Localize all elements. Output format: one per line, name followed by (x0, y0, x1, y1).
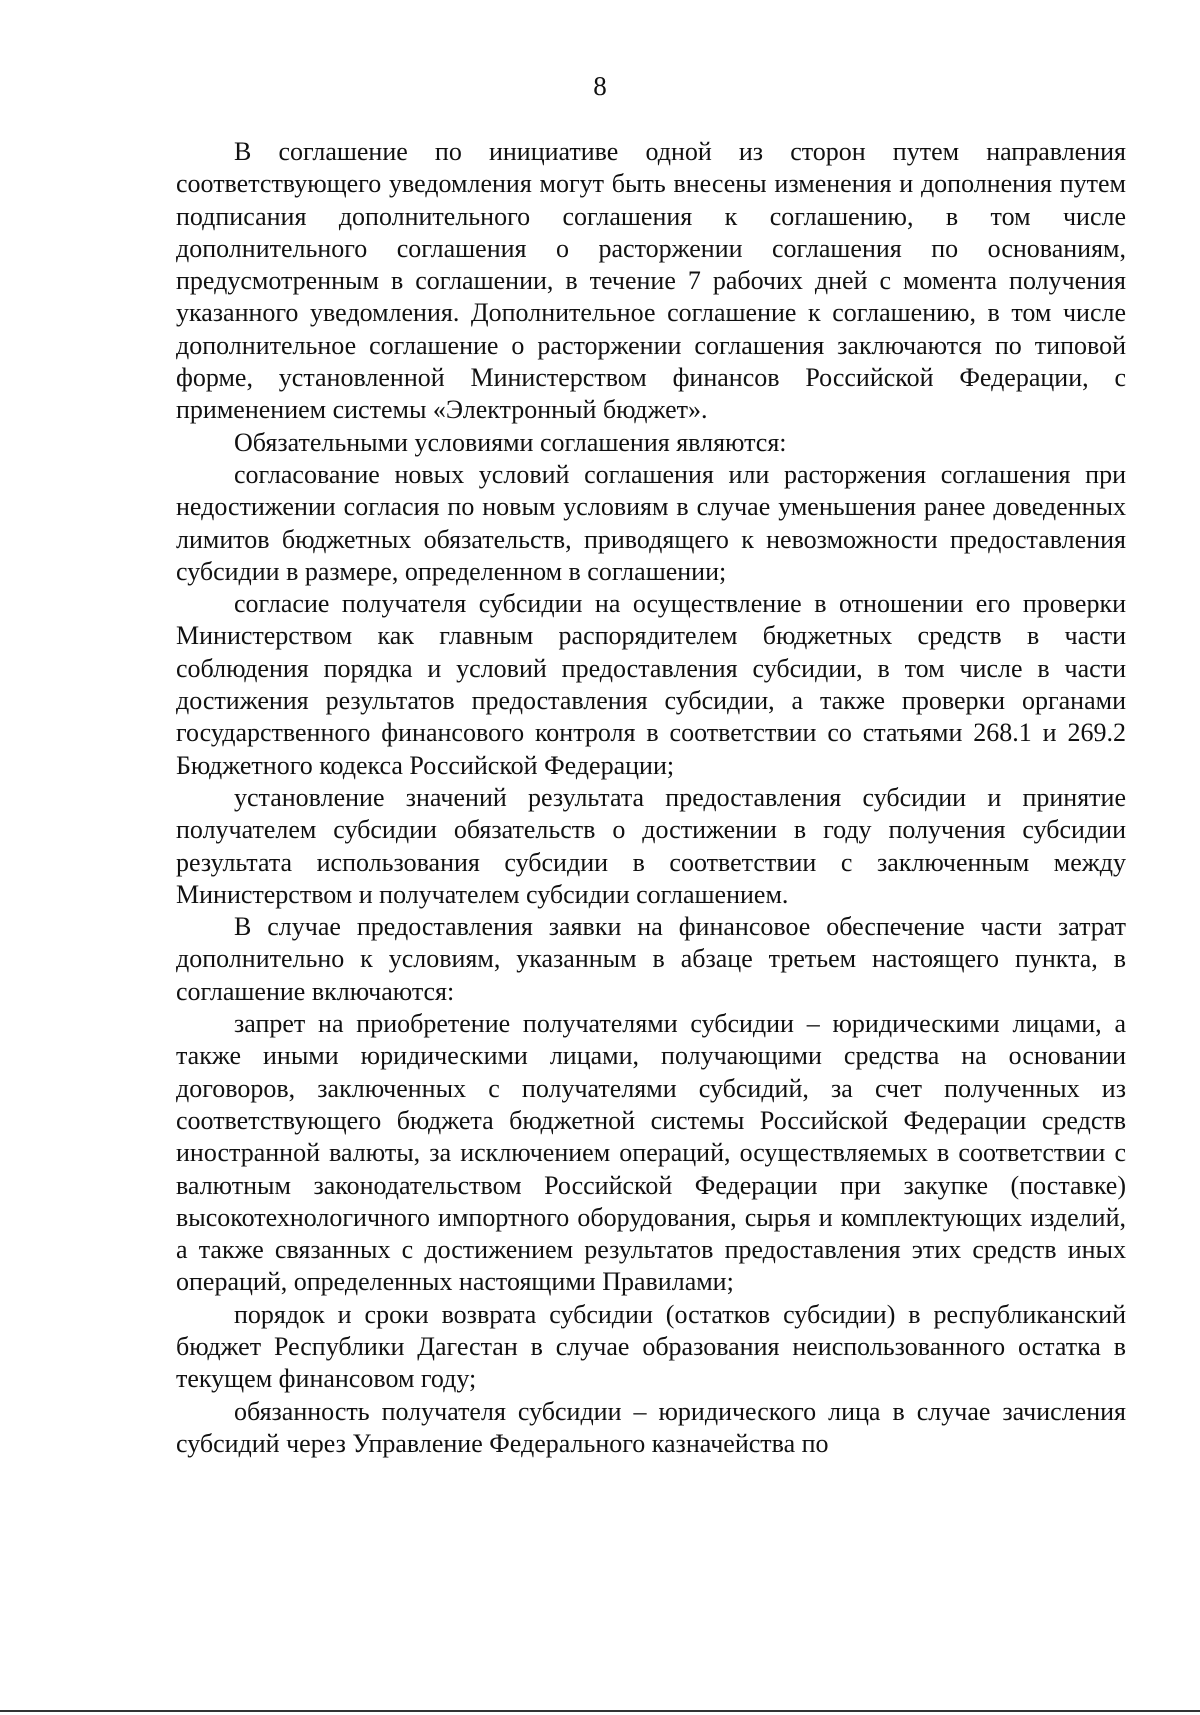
paragraph-recipient-obligation: обязанность получателя субсидии – юридического лица в случае зачисления субсидий через Управление Федерального казначейства по (176, 1396, 1126, 1458)
paragraph-condition-result-values: установление значений результата предоставления субсидии и принятие получателем субсидии обязательств о достижении в году получения субсидии результата использования субсидии в соответствии с заключенным между Министерством и получателем субсидии соглашением. (176, 782, 1126, 909)
paragraph-condition-audit-consent: согласие получателя субсидии на осуществление в отношении его проверки Министерством как главным распорядителем бюджетных средств в части соблюдения порядка и условий предоставления субсидии, в том числе в части достижения результатов предоставления субсидии, а также проверки органами государственного финансового контроля в соответствии со статьями 268.1 и 269.2 Бюджетного кодекса Российской Федерации; (176, 589, 1126, 780)
paragraph-foreign-currency-ban: запрет на приобретение получателями субсидии – юридическими лицами, а также иными юридическими лицами, получающими средства на основании договоров, заключенных с получателями субсидий, за счет полученных из соответствующего бюджета бюджетной системы Российской Федерации средств иностранной валюты, за исключением операций, осуществляемых в соответствии с валютным законодательством Российской Федерации при закупке (поставке) высокотехнологичного импортного оборудования, сырья и комплектующих изделий, а также связанных с достижением результатов предоставления этих средств иных операций, определенных настоящими Правилами; (176, 1009, 1126, 1297)
paragraph-agreement-amendments: В соглашение по инициативе одной из сторон путем направления соответствующего уведомления могут быть внесены изменения и дополнения путем подписания дополнительного соглашения к соглашению, в том числе дополнительного соглашения о расторжении соглашения по основаниям, предусмотренным в соглашении, в течение 7 рабочих дней с момента получения указанного уведомления. Дополнительное соглашение к соглашению, в том числе дополнительное соглашение о расторжении соглашения заключаются по типовой форме, установленной Министерством финансов Российской Федерации, с применением системы «Электронный бюджет». (176, 137, 1126, 425)
paragraph-condition-new-terms: согласование новых условий соглашения или расторжения соглашения при недостижении согласия по новым условиям в случае уменьшения ранее доведенных лимитов бюджетных обязательств, приводящего к невозможности предоставления субсидии в размере, определенном в соглашении; (176, 459, 1126, 586)
paragraph-mandatory-conditions-heading: Обязательными условиями соглашения являются: (234, 427, 787, 457)
document-body (176, 136, 1126, 1460)
scan-edge-line (0, 1710, 1200, 1712)
paragraph-financial-support-request: В случае предоставления заявки на финансовое обеспечение части затрат дополнительно к условиям, указанным в абзаце третьем настоящего пункта, в соглашение включаются: (176, 912, 1126, 1006)
page-number: 8 (593, 71, 607, 101)
paragraph-refund-procedure: порядок и сроки возврата субсидии (остатков субсидии) в республиканский бюджет Республики Дагестан в случае образования неиспользованного остатка в текущем финансовом году; (176, 1299, 1126, 1394)
